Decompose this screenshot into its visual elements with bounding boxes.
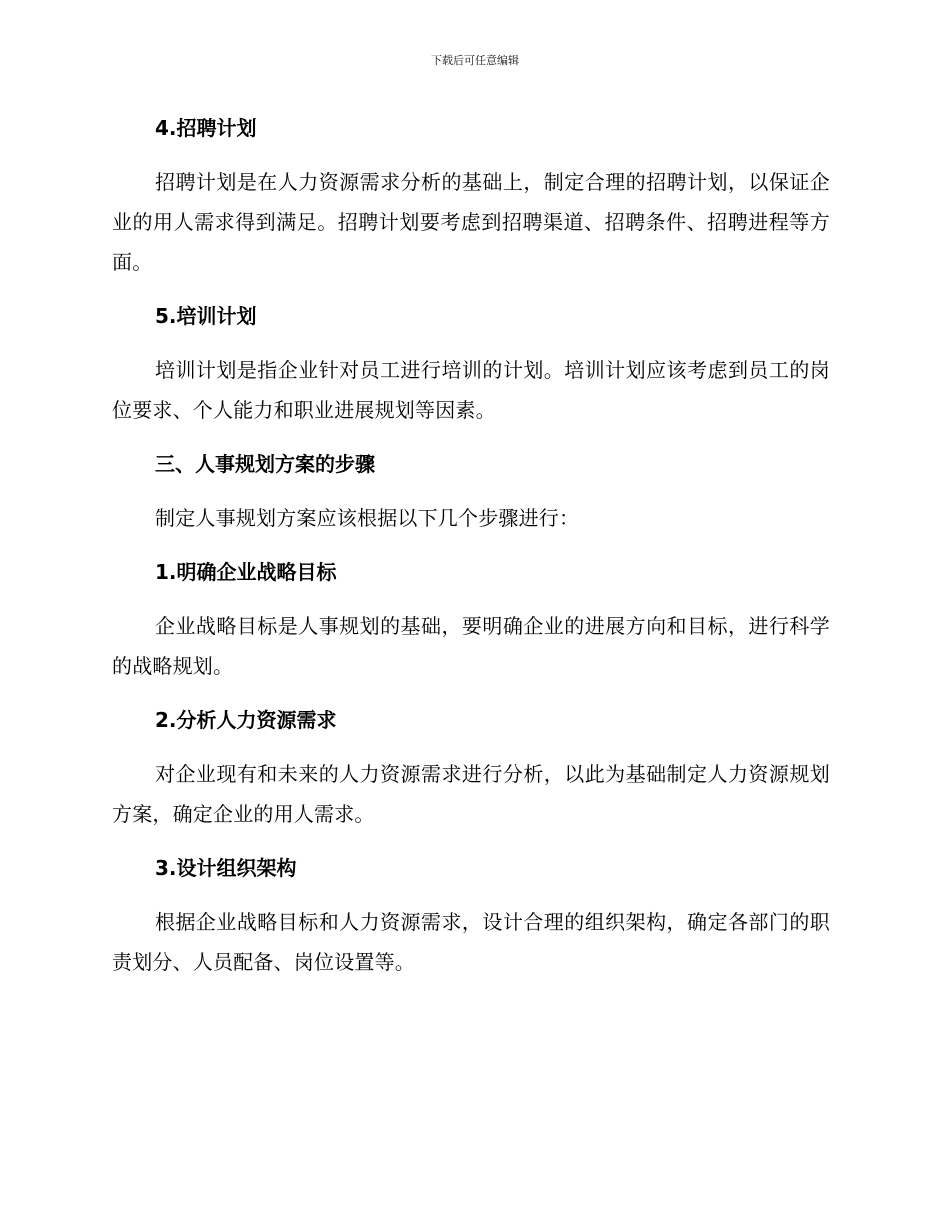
paragraph-training-plan: 培训计划是指企业针对员工进行培训的计划。培训计划应该考虑到员工的岗位要求、个人能力和职业进展规划等因素。 <box>112 358 830 422</box>
paragraph-org-structure: 根据企业战略目标和人力资源需求，设计合理的组织架构，确定各部门的职责划分、人员配备、岗位设置等。 <box>112 910 830 974</box>
section-heading-training-plan: 5.培训计划 <box>155 304 257 328</box>
paragraph-planning-steps-intro: 制定人事规划方案应该根据以下几个步骤进行： <box>155 506 580 530</box>
page-header: 下载后可任意编辑 <box>431 54 519 67</box>
section-heading-org-structure: 3.设计组织架构 <box>155 856 297 880</box>
section-heading-hr-demand: 2.分析人力资源需求 <box>155 708 337 732</box>
document-body <box>112 108 830 996</box>
paragraph-hr-demand: 对企业现有和未来的人力资源需求进行分析，以此为基础制定人力资源规划方案，确定企业的用人需求。 <box>112 762 830 826</box>
section-heading-recruitment-plan: 4.招聘计划 <box>155 116 257 140</box>
paragraph-strategic-goals: 企业战略目标是人事规划的基础，要明确企业的进展方向和目标，进行科学的战略规划。 <box>112 614 830 678</box>
paragraph-recruitment-plan: 招聘计划是在人力资源需求分析的基础上，制定合理的招聘计划，以保证企业的用人需求得到满足。招聘计划要考虑到招聘渠道、招聘条件、招聘进程等方面。 <box>112 170 830 274</box>
section-heading-planning-steps: 三、人事规划方案的步骤 <box>155 452 375 476</box>
section-heading-strategic-goals: 1.明确企业战略目标 <box>155 560 337 584</box>
